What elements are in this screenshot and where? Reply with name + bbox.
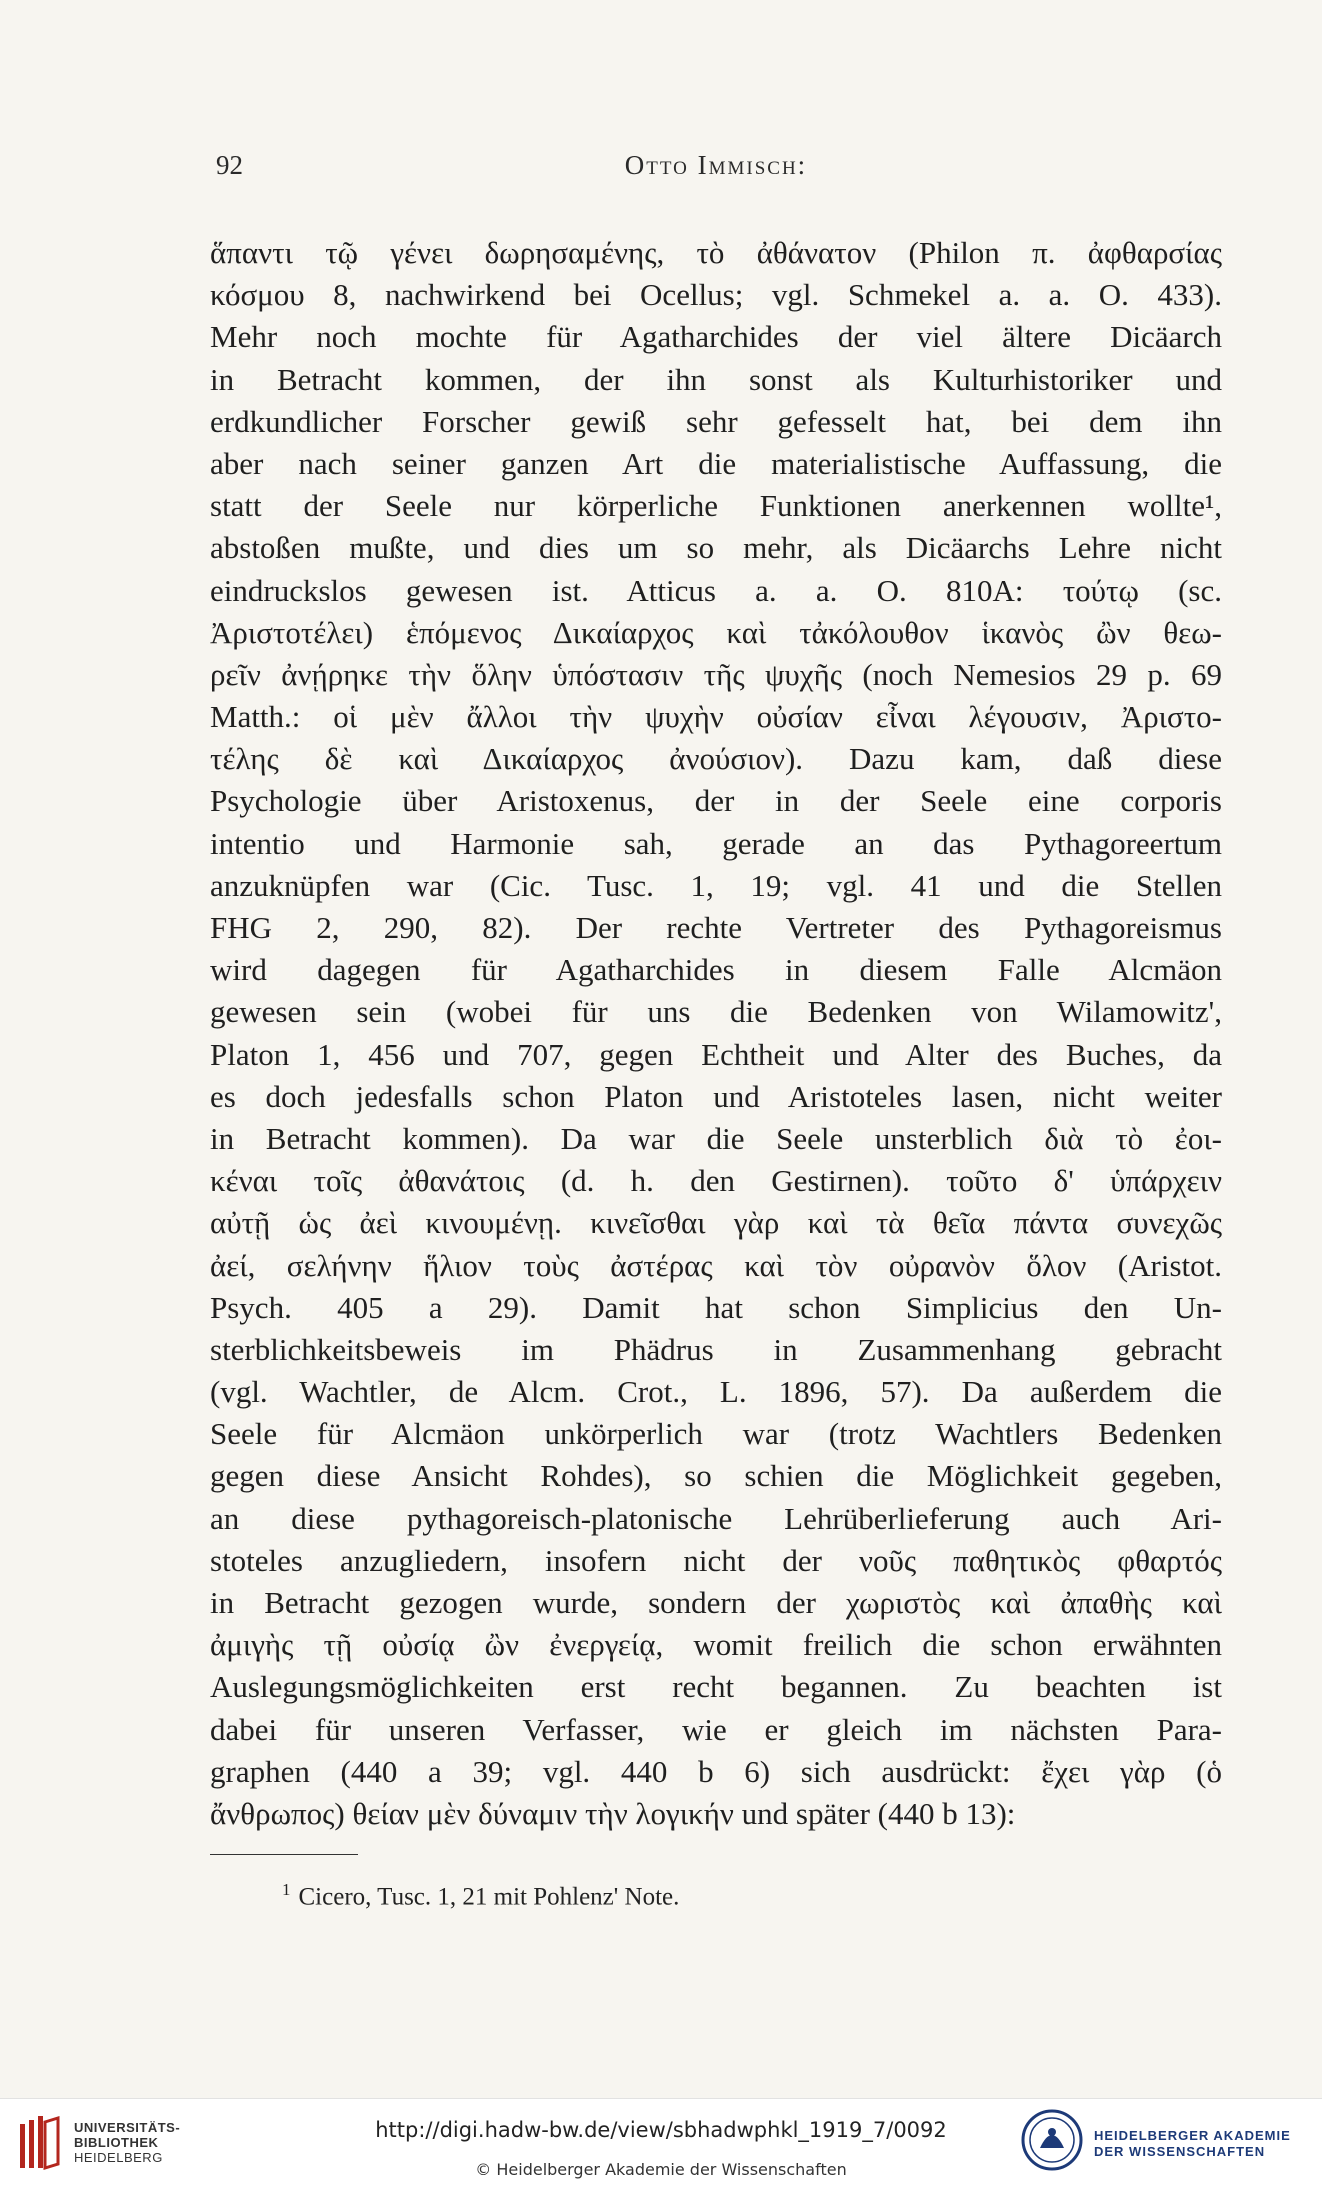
text-line: Psych. 405 a 29). Damit hat schon Simplicius den Un- — [210, 1289, 1222, 1325]
text-line: Platon 1, 456 und 707, gegen Echtheit und Alter des Buches, da — [210, 1036, 1222, 1072]
text-line: gegen diese Ansicht Rohdes), so schien die Möglichkeit gegeben, — [210, 1458, 1222, 1494]
text-line: Matth.: οἱ μὲν ἄλλοι τὴν ψυχὴν οὐσίαν εἶναι λέγουσιν, Ἀριστο- — [210, 699, 1222, 735]
text-line: wird dagegen für Agatharchides in diesem Falle Alcmäon — [210, 952, 1222, 988]
academy-name-line: HEIDELBERGER AKADEMIE — [1094, 2128, 1291, 2143]
copyright-notice: © Heidelberger Akademie der Wissenschaften — [475, 2160, 847, 2179]
academy-name-line: DER WISSENSCHAFTEN — [1094, 2144, 1266, 2159]
text-line: Auslegungsmöglichkeiten erst recht begannen. Zu beachten ist — [210, 1669, 1222, 1705]
text-line: stoteles anzugliedern, insofern nicht der νοῦς παθητικὸς φθαρτός — [210, 1542, 1222, 1578]
text-line: sterblichkeitsbeweis im Phädrus in Zusammenhang gebracht — [210, 1331, 1222, 1367]
text-line: eindruckslos gewesen ist. Atticus a. a. O. 810A: τούτῳ (sc. — [210, 572, 1222, 608]
text-line: ρεῖν ἀνῄρηκε τὴν ὅλην ὑπόστασιν τῆς ψυχῆς (noch Nemesios 29 p. 69 — [210, 656, 1222, 692]
text-line: Ἀριστοτέλει) ἑπόμενος Δικαίαρχος καὶ τἀκόλουθον ἱκανὸς ὢν θεω- — [210, 614, 1222, 650]
text-line: in Betracht kommen). Da war die Seele unsterblich διὰ τὸ ἐοι- — [210, 1120, 1222, 1156]
text-line: (vgl. Wachtler, de Alcm. Crot., L. 1896, 57). Da außerdem die — [210, 1374, 1222, 1410]
text-line: in Betracht kommen, der ihn sonst als Kulturhistoriker und — [210, 361, 1222, 397]
text-line: anzuknüpfen war (Cic. Tusc. 1, 19; vgl. 41 und die Stellen — [210, 867, 1222, 903]
academy-seal-icon[interactable] — [1020, 2108, 1084, 2172]
footnote-mark: 1 — [282, 1880, 291, 1899]
library-name-line: BIBLIOTHEK — [74, 2135, 159, 2150]
text-line: ἅπαντι τῷ γένει δωρησαμένης, τὸ ἀθάνατον (Philon π. ἀφθαρσίας — [210, 235, 1222, 270]
text-line: τέλης δὲ καὶ Δικαίαρχος ἀνούσιον). Dazu kam, daß diese — [210, 741, 1222, 777]
footnote-divider — [210, 1854, 358, 1855]
page-number: 92 — [216, 150, 243, 180]
text-line: in Betracht gezogen wurde, sondern der χωριστὸς καὶ ἀπαθὴς καὶ — [210, 1585, 1222, 1620]
text-line: abstoßen mußte, und dies um so mehr, als Dicäarchs Lehre nicht — [210, 530, 1222, 566]
text-line: ἄνθρωπος) θείαν μὲν δύναμιν τὴν λογικήν und später (440 b 13): — [210, 1795, 1016, 1831]
text-line: FHG 2, 290, 82). Der rechte Vertreter des Pythagoreismus — [210, 910, 1222, 945]
library-name-line: UNIVERSITÄTS- — [74, 2120, 181, 2135]
text-line: graphen (440 a 39; vgl. 440 b 6) sich ausdrückt: ἔχει γὰρ (ὁ — [210, 1753, 1222, 1789]
footnote-text: Cicero, Tusc. 1, 21 mit Pohlenz' Note. — [298, 1883, 680, 1911]
footnote — [282, 1880, 1182, 1911]
text-line: aber nach seiner ganzen Art die materialistische Auffassung, die — [210, 445, 1222, 481]
text-line: gewesen sein (wobei für uns die Bedenken von Wilamowitz', — [210, 994, 1222, 1030]
text-line: statt der Seele nur körperliche Funktionen anerkennen wollte¹, — [210, 488, 1222, 524]
text-line: an diese pythagoreisch-platonische Lehrüberlieferung auch Ari- — [210, 1500, 1222, 1536]
library-name-line: HEIDELBERG — [74, 2150, 163, 2165]
text-line: Mehr noch mochte für Agatharchides der viel ältere Dicäarch — [210, 319, 1222, 355]
text-line: Psychologie über Aristoxenus, der in der Seele eine corporis — [210, 783, 1222, 819]
text-line: κόσμου 8, nachwirkend bei Ocellus; vgl. Schmekel a. a. O. 433). — [210, 277, 1222, 313]
text-line: ἀεί, σελήνην ἥλιον τοὺς ἀστέρας καὶ τὸν οὐρανὸν ὅλον (Aristot. — [210, 1247, 1222, 1283]
body-text — [210, 232, 1222, 1835]
permalink-url[interactable]: http://digi.hadw-bw.de/view/sbhadwphkl_1919_7/0092 — [375, 2118, 947, 2142]
text-line: es doch jedesfalls schon Platon und Aristoteles lasen, nicht weiter — [210, 1078, 1222, 1114]
running-head — [210, 150, 1222, 190]
text-line: κέναι τοῖς ἀθανάτοις (d. h. den Gestirnen). τοῦτο δ' ὑπάρχειν — [210, 1163, 1222, 1199]
text-line: dabei für unseren Verfasser, wie er gleich im nächsten Para- — [210, 1711, 1222, 1747]
text-line: αὐτῇ ὡς ἀεὶ κινουμένῃ. κινεῖσθαι γὰρ καὶ τὰ θεῖα πάντα συνεχῶς — [210, 1205, 1222, 1241]
text-line: ἀμιγὴς τῇ οὐσίᾳ ὢν ἐνεργείᾳ, womit freilich die schon erwähnten — [210, 1627, 1222, 1663]
academy-name — [1094, 2128, 1291, 2160]
text-line: erdkundlicher Forscher gewiß sehr gefesselt hat, bei dem ihn — [210, 403, 1222, 439]
running-title: Otto Immisch: — [624, 150, 808, 180]
text-line: Seele für Alcmäon unkörperlich war (trotz Wachtlers Bedenken — [210, 1416, 1222, 1452]
text-line: intentio und Harmonie sah, gerade an das Pythagoreertum — [210, 825, 1222, 861]
